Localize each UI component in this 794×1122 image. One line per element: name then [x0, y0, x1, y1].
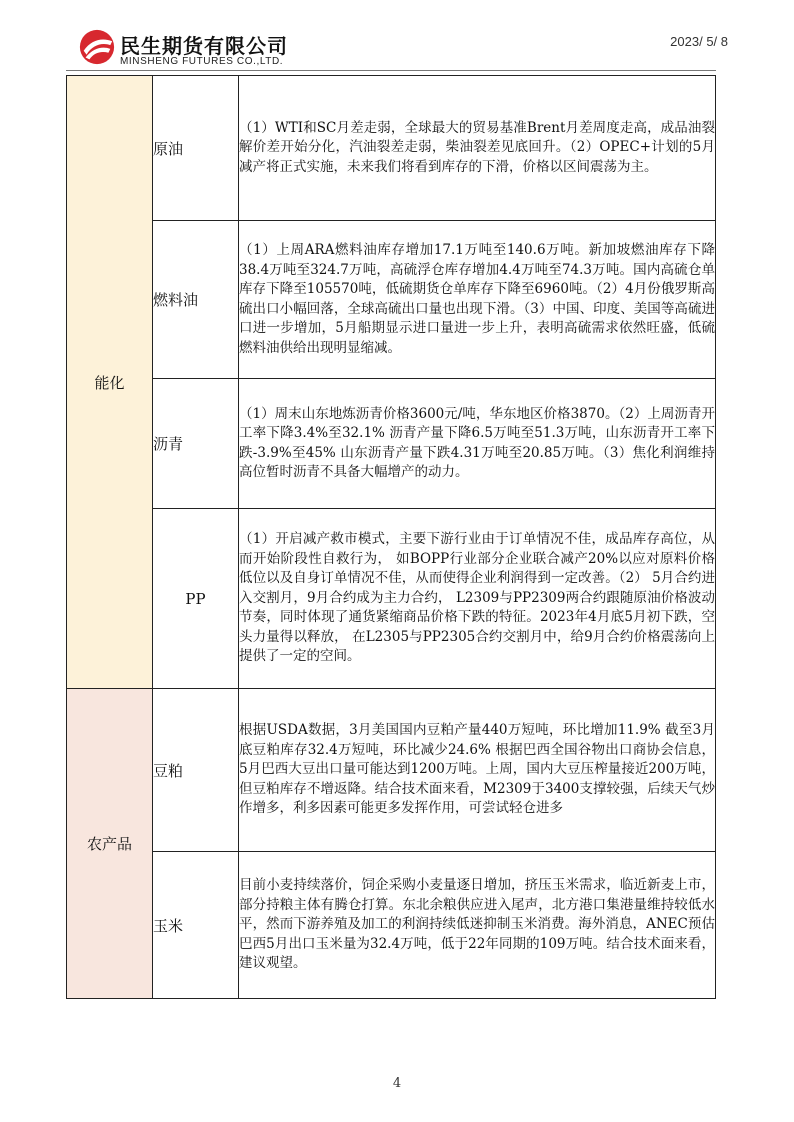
table-row [67, 689, 716, 852]
table-row [67, 509, 716, 689]
analysis-text: 目前小麦持续落价，饲企采购小麦量逐日增加，挤压玉米需求，临近新麦上市，部分持粮主体有腾仓打算。东北余粮供应进入尾声，北方港口集港量维持较低水平，然而下游养殖及加工的利润持续低迷抑制玉米消费。海外消息，ANEC预估巴西5月出口玉米量为32.4万吨，低于22年同期的109万吨。结合技术面来看，建议观望。 [239, 852, 716, 999]
product-label: 玉米 [153, 852, 239, 999]
header-divider [66, 70, 716, 71]
sector-cell-energy: 能化 [67, 76, 153, 689]
table-row [67, 221, 716, 379]
page-header [78, 26, 728, 72]
analysis-text: （1）WTI和SC月差走弱，全球最大的贸易基准Brent月差周度走高，成品油裂解价差开始分化，汽油裂差走弱，柴油裂差见底回升。（2）OPEC+计划的5月减产将正式实施，未来我们将看到库存的下滑，价格以区间震荡为主。 [239, 76, 716, 221]
table-row [67, 379, 716, 509]
sector-cell-agri: 农产品 [67, 689, 153, 999]
product-label: PP [153, 509, 239, 689]
analysis-text: 根据USDA数据，3月美国国内豆粕产量440万短吨，环比增加11.9% 截至3月底豆粕库存32.4万短吨，环比减少24.6% 根据巴西全国谷物出口商协会信息，5月巴西大豆出口量可能达到1200万吨。上周，国内大豆压榨量接近200万吨，但豆粕库存不增返降。结合技术面来看，M2309于3400支撑较强，后续天气炒作增多，利多因素可能更多发挥作用，可尝试轻仓进多 [239, 689, 716, 852]
analysis-text: （1）开启减产救市模式，主要下游行业由于订单情况不佳，成品库存高位，从而开始阶段性自救行为， 如BOPP行业部分企业联合减产20%以应对原料价格低位以及自身订单情况不佳，从而使得企业利润得到一定改善。（2） 5月合约进入交割月，9月合约成为主力合约， L2309与PP2309两合约跟随原油价格波动节奏，同时体现了通货紧缩商品价格下跌的特征。2023年4月底5月初下跌，空头力量得以释放， 在L2305与PP2305合约交割月中，给9月合约价格震荡向上提供了一定的空间。 [239, 509, 716, 689]
table-row [67, 852, 716, 999]
product-label: 燃料油 [153, 221, 239, 379]
table-row [67, 76, 716, 221]
product-label: 豆粕 [153, 689, 239, 852]
company-name-cn: 民生期货有限公司 [120, 34, 288, 58]
analysis-text: （1）周末山东地炼沥青价格3600元/吨，华东地区价格3870。（2）上周沥青开工率下降3.4%至32.1% 沥青产量下降6.5万吨至51.3万吨，山东沥青开工率下跌-3.9%至45% 山东沥青产量下跌4.31万吨至20.85万吨。（3）焦化利润维持高位暂时沥青不具备大幅增产的动力。 [239, 379, 716, 509]
minsheng-logo-icon [78, 28, 116, 66]
report-date: 2023/ 5/ 8 [670, 34, 728, 49]
page-number: 4 [392, 1076, 402, 1091]
analysis-text: （1）上周ARA燃料油库存增加17.1万吨至140.6万吨。新加坡燃油库存下降38.4万吨至324.7万吨，高硫浮仓库存增加4.4万吨至74.3万吨。国内高硫仓单库存下降至105570吨，低硫期货仓单库存下降至6960吨。（2）4月份俄罗斯高硫出口小幅回落，全球高硫出口量也出现下滑。（3）中国、印度、美国等高硫进口进一步增加，5月船期显示进口量进一步上升，表明高硫需求依然旺盛，低硫燃料油供给出现明显缩减。 [239, 221, 716, 379]
company-name-en: MINSHENG FUTURES CO.,LTD. [120, 56, 284, 67]
product-label: 原油 [153, 76, 239, 221]
commodity-table [66, 75, 716, 999]
product-label: 沥青 [153, 379, 239, 509]
